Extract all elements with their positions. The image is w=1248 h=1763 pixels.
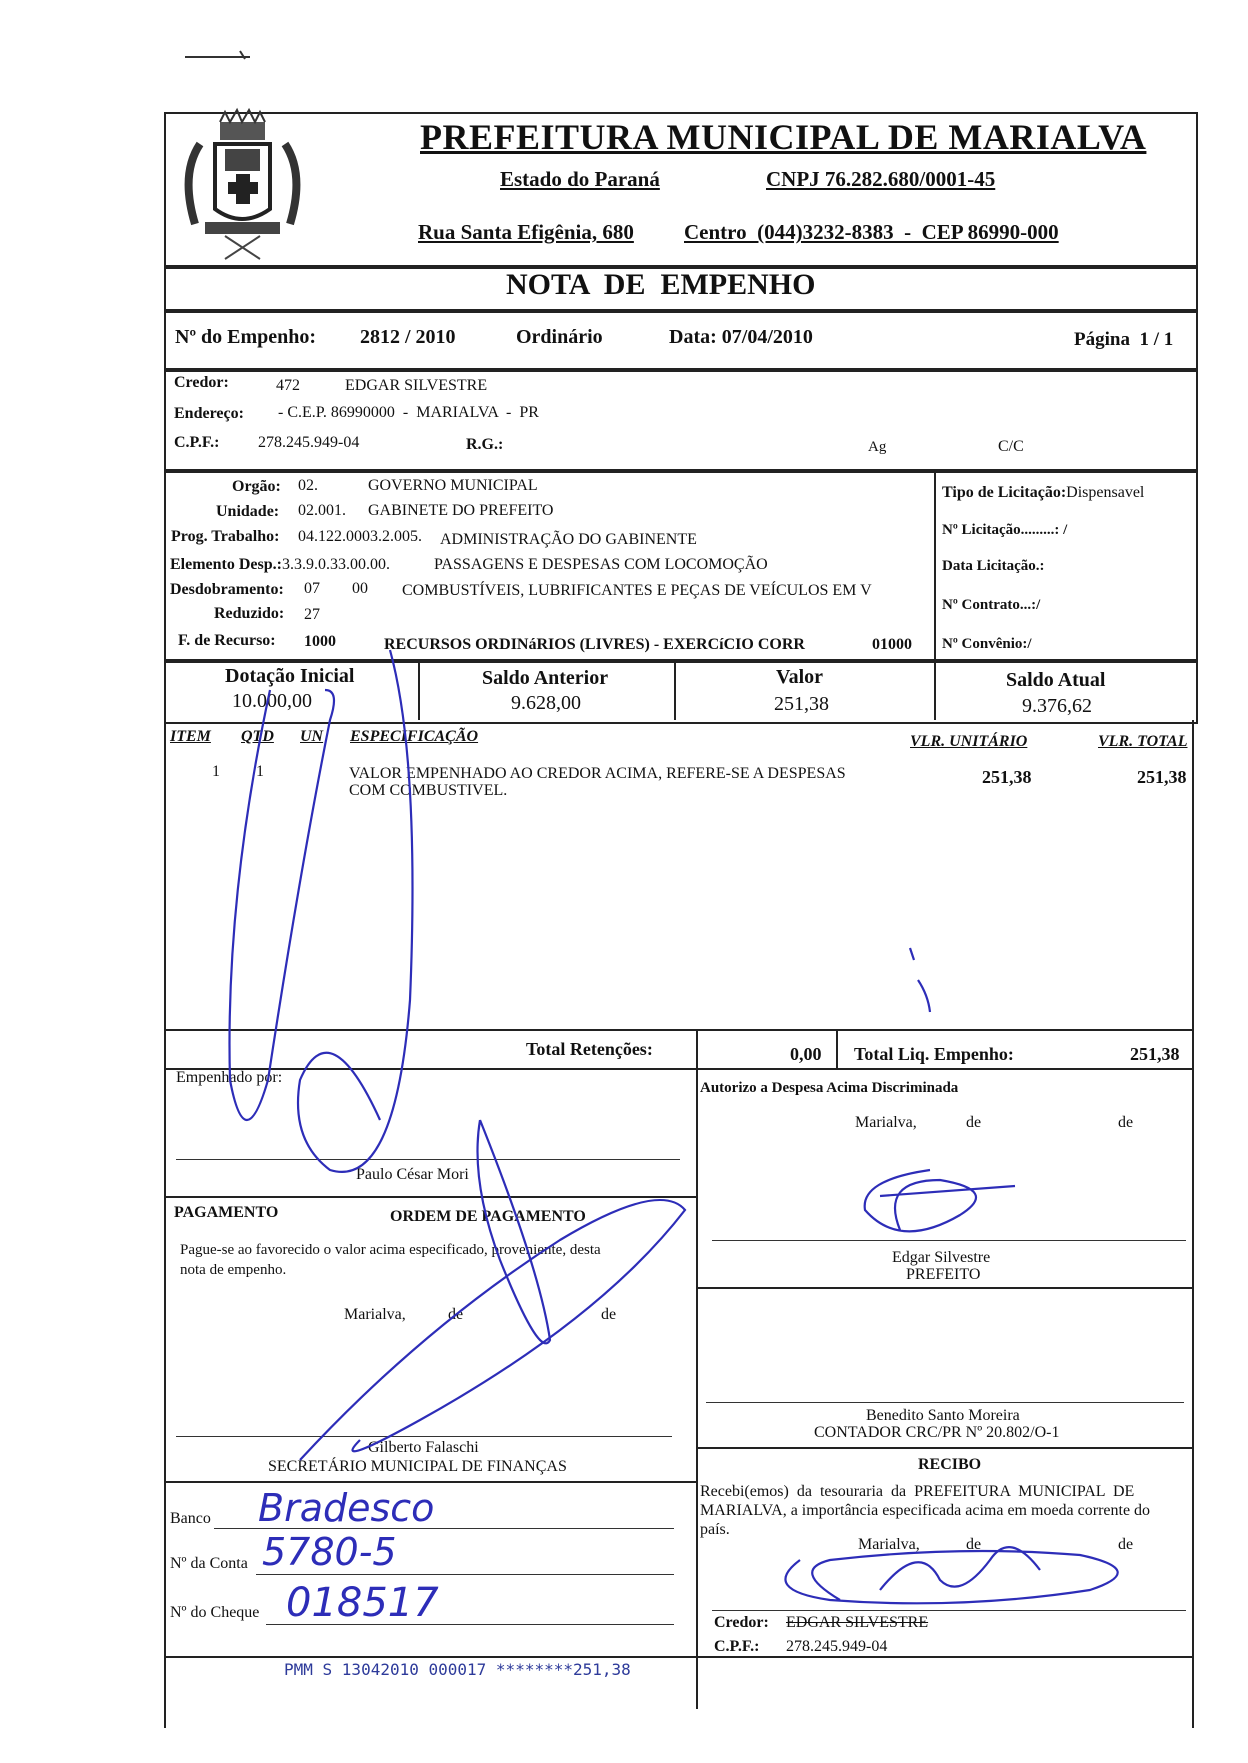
saldo-anterior: 9.628,00 bbox=[511, 692, 581, 714]
recibo-text-line3: país. bbox=[700, 1521, 730, 1538]
saldo-atual-label: Saldo Atual bbox=[1006, 669, 1106, 691]
licitacao-convenio: Nº Convênio:/ bbox=[942, 636, 1032, 652]
prog-label: Prog. Trabalho: bbox=[171, 528, 280, 545]
col-item-header: ITEM bbox=[170, 728, 211, 745]
dotacao: 10.000,00 bbox=[232, 690, 312, 712]
col-vlr-total-header: VLR. TOTAL bbox=[1098, 733, 1188, 750]
autorizo-de2: de bbox=[1118, 1114, 1134, 1131]
empenhado-name: Paulo César Mori bbox=[356, 1166, 469, 1183]
empenho-date: Data: 07/04/2010 bbox=[669, 326, 813, 348]
cpf-label: C.P.F.: bbox=[174, 434, 220, 451]
header-state: Estado do Paraná bbox=[500, 167, 660, 191]
unidade-label: Unidade: bbox=[216, 503, 280, 520]
conta-value: 5780-5 bbox=[262, 1530, 397, 1574]
col-espec-header: ESPECIFICAÇÃO bbox=[350, 728, 479, 745]
pagamento-label: PAGAMENTO bbox=[174, 1204, 279, 1221]
col-qtd-header: QTD bbox=[241, 728, 274, 745]
autorizo-de1: de bbox=[966, 1114, 982, 1131]
address: - C.E.P. 86990000 - MARIALVA - PR bbox=[278, 404, 539, 421]
address-label: Endereço: bbox=[174, 405, 244, 422]
cheque-value: 018517 bbox=[286, 1580, 439, 1626]
liquido-label: Total Liq. Empenho: bbox=[854, 1044, 1014, 1064]
valor-label: Valor bbox=[776, 666, 824, 688]
authentication-stamp: PMM S 13042010 000017 ********251,38 bbox=[284, 1660, 631, 1679]
empenho-number: 2812 / 2010 bbox=[360, 326, 456, 348]
recibo-de2: de bbox=[1118, 1536, 1134, 1553]
conta-label: Nº da Conta bbox=[170, 1555, 248, 1572]
recibo-text-line2: MARIALVA, a importância especificada acima em moeda corrente do bbox=[700, 1502, 1151, 1519]
unidade-desc: GABINETE DO PREFEITO bbox=[368, 502, 554, 519]
prog-desc: ADMINISTRAÇÃO DO GABINENTE bbox=[440, 531, 697, 548]
prog: 04.122.0003.2.005. bbox=[298, 528, 422, 545]
ag-label: Ag bbox=[868, 439, 887, 455]
col-vlr-unit-header: VLR. UNITÁRIO bbox=[910, 733, 1028, 750]
autorizo-signer: Edgar Silvestre bbox=[892, 1249, 991, 1266]
col-un-header: UN bbox=[300, 728, 324, 745]
item-qtd: 1 bbox=[256, 763, 264, 780]
doc-title: NOTA DE EMPENHO bbox=[506, 268, 816, 301]
desdobramento-desc: COMBUSTÍVEIS, LUBRIFICANTES E PEÇAS DE VEÍCULOS EM V bbox=[402, 582, 872, 599]
empenhado-label: Empenhado por: bbox=[176, 1069, 283, 1086]
banco-label: Banco bbox=[170, 1510, 211, 1527]
pagamento-text-line1: Pague-se ao favorecido o valor acima especificado, proveniente, desta bbox=[180, 1242, 601, 1258]
contador-name: Benedito Santo Moreira bbox=[866, 1407, 1020, 1424]
item-vlr-unit: 251,38 bbox=[982, 767, 1032, 787]
item-vlr-total: 251,38 bbox=[1137, 767, 1187, 787]
recibo-label: RECIBO bbox=[918, 1456, 982, 1473]
pagamento-de1: de bbox=[448, 1306, 464, 1323]
credor-name: EDGAR SILVESTRE bbox=[345, 377, 488, 394]
cheque-label: Nº do Cheque bbox=[170, 1604, 260, 1621]
autorizo-label: Autorizo a Despesa Acima Discriminada bbox=[700, 1080, 959, 1096]
orgao-desc: GOVERNO MUNICIPAL bbox=[368, 477, 538, 494]
header-street: Rua Santa Efigênia, 680 bbox=[418, 220, 634, 244]
desdobramento-b: 00 bbox=[352, 580, 368, 597]
orgao: 02. bbox=[298, 477, 318, 494]
item-number: 1 bbox=[212, 763, 220, 780]
recibo-cpf-label: C.P.F.: bbox=[714, 1638, 760, 1655]
contador-role: CONTADOR CRC/PR Nº 20.802/O-1 bbox=[814, 1424, 1060, 1441]
recurso-desc: RECURSOS ORDINáRIOS (LIVRES) - EXERCíCIO CORR bbox=[384, 636, 805, 653]
valor: 251,38 bbox=[774, 693, 829, 715]
dotacao-label: Dotação Inicial bbox=[225, 665, 355, 687]
pagamento-text-line2: nota de empenho. bbox=[180, 1262, 287, 1278]
item-desc-line2: COM COMBUSTIVEL. bbox=[349, 782, 508, 799]
licitacao-contrato: Nº Contrato...:/ bbox=[942, 597, 1041, 613]
header-district-phone-cep: Centro (044)3232-8383 - CEP 86990-000 bbox=[684, 220, 1059, 244]
recurso-label: F. de Recurso: bbox=[178, 632, 276, 649]
recibo-credor: EDGAR SILVESTRE bbox=[786, 1614, 929, 1631]
elemento-desc: PASSAGENS E DESPESAS COM LOCOMOÇÃO bbox=[434, 556, 768, 573]
item-desc-line1: VALOR EMPENHADO AO CREDOR ACIMA, REFERE-SE A DESPESAS bbox=[349, 765, 846, 782]
cpf: 278.245.949-04 bbox=[258, 434, 360, 451]
retencoes: 0,00 bbox=[790, 1044, 822, 1064]
saldo-anterior-label: Saldo Anterior bbox=[482, 667, 609, 689]
empenho-type: Ordinário bbox=[516, 326, 603, 348]
licitacao-tipo-value: Dispensavel bbox=[1066, 484, 1145, 501]
recibo-place: Marialva, bbox=[858, 1536, 920, 1553]
pagamento-signer: Gilberto Falaschi bbox=[368, 1439, 479, 1456]
header-title: PREFEITURA MUNICIPAL DE MARIALVA bbox=[420, 117, 1147, 157]
elemento-label: Elemento Desp.: bbox=[170, 556, 282, 573]
autorizo-place: Marialva, bbox=[855, 1114, 917, 1131]
header-cnpj: CNPJ 76.282.680/0001-45 bbox=[766, 167, 996, 191]
credor-code: 472 bbox=[276, 377, 300, 394]
recurso: 1000 bbox=[304, 633, 336, 650]
recibo-cpf: 278.245.949-04 bbox=[786, 1638, 888, 1655]
recibo-text-line1: Recebi(emos) da tesouraria da PREFEITURA MUNICIPAL DE bbox=[700, 1483, 1135, 1500]
empenho-number-label: Nº do Empenho: bbox=[175, 326, 317, 348]
liquido: 251,38 bbox=[1130, 1044, 1180, 1064]
licitacao-numero: Nº Licitação.........: / bbox=[942, 522, 1068, 538]
cc-label: C/C bbox=[998, 438, 1024, 455]
autorizo-role: PREFEITO bbox=[906, 1266, 981, 1283]
reduzido: 27 bbox=[304, 606, 320, 623]
pagamento-place: Marialva, bbox=[344, 1306, 406, 1323]
credor-label: Credor: bbox=[174, 374, 229, 391]
recurso-code: 01000 bbox=[872, 636, 912, 653]
empenho-page: Página 1 / 1 bbox=[1074, 329, 1174, 350]
reduzido-label: Reduzido: bbox=[214, 605, 285, 622]
pagamento-role: SECRETÁRIO MUNICIPAL DE FINANÇAS bbox=[268, 1458, 567, 1475]
saldo-atual: 9.376,62 bbox=[1022, 695, 1092, 717]
pagamento-de2: de bbox=[601, 1306, 617, 1323]
licitacao-data: Data Licitação.: bbox=[942, 558, 1045, 574]
orgao-label: Orgão: bbox=[232, 478, 281, 495]
desdobramento-label: Desdobramento: bbox=[170, 581, 284, 598]
recibo-credor-label: Credor: bbox=[714, 1614, 769, 1631]
desdobramento-a: 07 bbox=[304, 580, 320, 597]
licitacao-tipo-label: Tipo de Licitação: bbox=[942, 484, 1067, 501]
unidade: 02.001. bbox=[298, 502, 346, 519]
recibo-de1: de bbox=[966, 1536, 982, 1553]
retencoes-label: Total Retenções: bbox=[526, 1039, 653, 1059]
banco-value: Bradesco bbox=[258, 1486, 435, 1530]
rg-label: R.G.: bbox=[466, 436, 504, 453]
elemento: 3.3.9.0.33.00.00. bbox=[282, 556, 390, 573]
ordem-pagamento-label: ORDEM DE PAGAMENTO bbox=[390, 1208, 586, 1225]
